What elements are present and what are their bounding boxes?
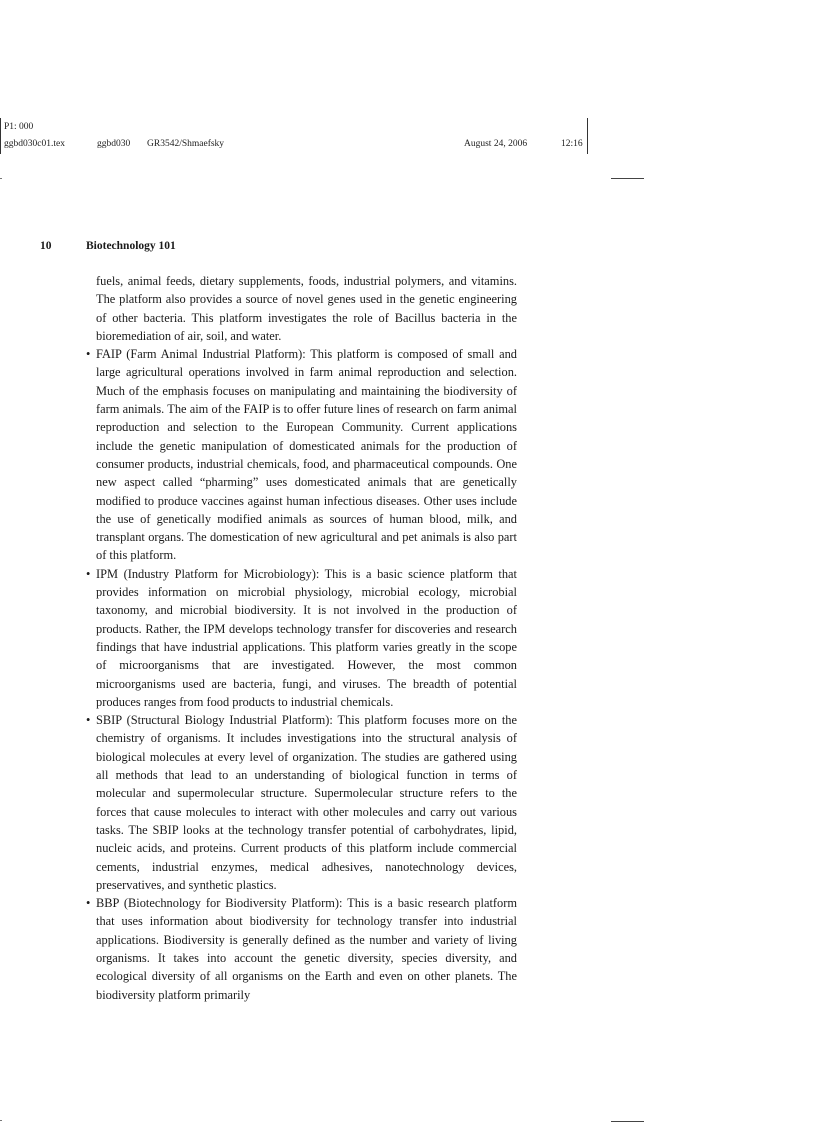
platform-list	[96, 345, 517, 1004]
proof-left-rule	[0, 118, 1, 154]
crop-mark-top-right	[611, 178, 644, 179]
list-item-faip: • FAIP (Farm Animal Industrial Platform): This platform is composed of small and large agricultural operations involved in farm animal reproduction and selection. Much of the emphasis focuses on manipulating and maintaining the biodiversity of farm animals. The aim of the FAIP is to offer future lines of research on farm animal reproduction and selection to the European Community. Current applications include the genetic manipulation of domesticated animals for the production of consumer products, industrial chemicals, food, and pharmaceutical compounds. One new aspect called “pharming” uses domesticated animals that are genetically modified to produce vaccines against human infectious diseases. Other uses include the use of genetically modified animals as sources of human blood, milk, and transplant organs. The domestication of new agricultural and pet animals is also part of this platform.	[96, 345, 517, 565]
list-item-sbip: • SBIP (Structural Biology Industrial Platform): This platform focuses more on the chemistry of organisms. It includes investigations into the structural analysis of biological molecules at every level of organization. The studies are gathered using all methods that lead to an understanding of biological function in terms of molecular and supermolecular structure. Supermolecular structure refers to the forces that cause molecules to interact with other molecules and carry out various tasks. The SBIP looks at the technology transfer potential of carbohydrates, lipid, nucleic acids, and proteins. Current products of this platform include commercial cements, industrial enzymes, medical adhesives, nanotechnology devices, preservatives, and synthetic plastics.	[96, 711, 517, 894]
crop-mark-bottom-left	[0, 1120, 2, 1121]
list-item-bbp: • BBP (Biotechnology for Biodiversity Platform): This is a basic research platform that uses information about biodiversity for technology transfer into industrial applications. Biodiversity is generally defined as the number and variety of living organisms. It takes into account the genetic diversity, species diversity, and ecological diversity of all organisms on the Earth and even on other planets. The biodiversity platform primarily	[96, 894, 517, 1004]
proof-date: August 24, 2006	[464, 139, 528, 149]
page-number: 10	[40, 240, 52, 252]
intro-paragraph: fuels, animal feeds, dietary supplements, foods, industrial polymers, and vitamins. The platform also provides a source of novel genes used in the genetic engineering of other bacteria. This platform investigates the role of Bacillus bacteria in the bioremediation of air, soil, and water.	[96, 274, 517, 343]
proof-time: 12:16	[561, 139, 583, 149]
running-title: Biotechnology 101	[86, 240, 176, 252]
running-head	[40, 240, 176, 252]
list-item-ipm: • IPM (Industry Platform for Microbiology): This is a basic science platform that provides information on microbial physiology, microbial ecology, microbial taxonomy, and microbial biodiversity. It is not involved in the production of products. Rather, the IPM develops technology transfer for discoveries and research findings that have industrial applications. This platform varies greatly in the scope of microorganisms that are investigated. However, the most common microorganisms used are bacteria, fungi, and viruses. The breadth of potential produces ranges from food products to industrial chemicals.	[96, 565, 517, 711]
crop-mark-bottom-right	[611, 1121, 644, 1122]
proof-right-rule	[587, 118, 588, 154]
source-filename: ggbd030c01.tex	[4, 139, 65, 149]
body-text	[96, 272, 517, 1004]
proof-id: P1: 000	[4, 122, 34, 132]
book-code: ggbd030	[97, 139, 131, 149]
series-author: GR3542/Shmaefsky	[147, 139, 225, 149]
crop-mark-top-left	[0, 178, 2, 179]
